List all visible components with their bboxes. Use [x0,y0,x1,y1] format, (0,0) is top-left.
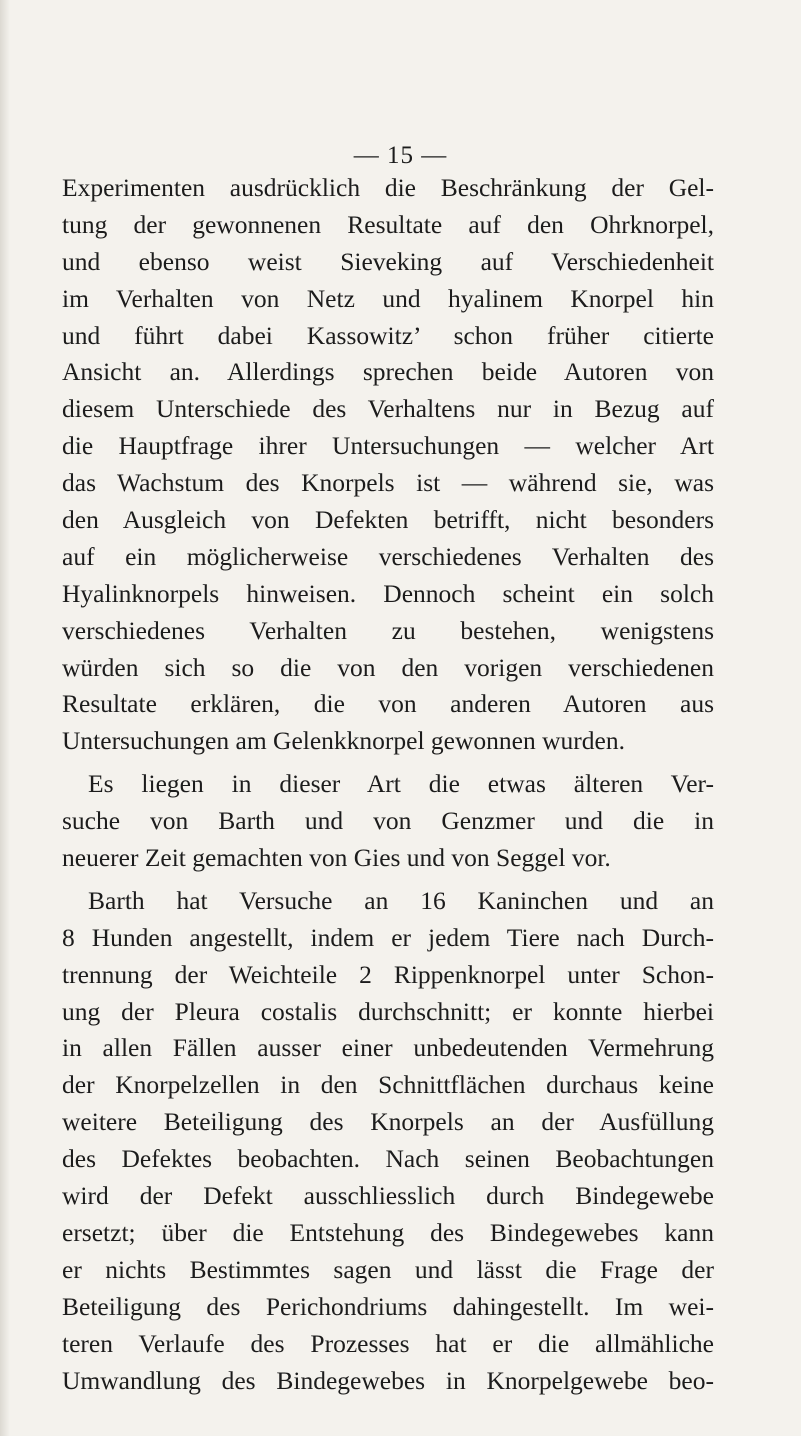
paragraph-3 [62,883,714,1399]
text-line: neuerer Zeit gemachten von Gies und von Seggel vor. [62,843,611,873]
page-edge-shadow [0,0,10,1436]
text-line: tung der gewonnenen Resultate auf den Ohrknorpel, [62,209,714,239]
text-line: 8 Hunden angestellt, indem er jedem Tiere nach Durch- [62,922,714,952]
text-line: Barth hat Versuche an 16 Kaninchen und an [88,885,714,915]
body-text [62,170,714,1399]
text-line: die Hauptfrage ihrer Untersuchungen — welcher Art [62,431,714,461]
text-line: Experimenten ausdrücklich die Beschränkung der Gel- [62,173,714,202]
text-line: der Knorpelzellen in den Schnittflächen durchaus keine [62,1070,714,1100]
text-line: des Defektes beobachten. Nach seinen Beobachtungen [62,1144,714,1174]
text-line: das Wachstum des Knorpels ist — während sie, was [62,468,714,498]
text-line: diesem Unterschiede des Verhaltens nur in Bezug auf [62,394,714,424]
text-line: in allen Fällen ausser einer unbedeutenden Vermehrung [62,1033,714,1063]
text-line: Es liegen in dieser Art die etwas älteren Ver- [88,769,714,799]
text-line: würden sich so die von den vorigen verschiedenen [62,652,714,682]
paragraph-2 [62,766,714,877]
text-line: Ansicht an. Allerdings sprechen beide Autoren von [62,357,714,387]
text-line: suche von Barth und von Genzmer und die in [62,806,714,836]
text-line: weitere Beteiligung des Knorpels an der Ausfüllung [62,1107,714,1137]
text-line: ung der Pleura costalis durchschnitt; er konnte hierbei [62,996,714,1026]
text-line: und ebenso weist Sieveking auf Verschiedenheit [62,246,714,276]
text-line: teren Verlaufe des Prozesses hat er die allmähliche [62,1328,714,1358]
text-line: den Ausgleich von Defekten betrifft, nicht besonders [62,505,714,535]
text-line: Umwandlung des Bindegewebes in Knorpelgewebe beo- [62,1365,714,1395]
text-line: Resultate erklären, die von anderen Autoren aus [62,689,714,719]
text-line: er nichts Bestimmtes sagen und lässt die Frage der [62,1254,714,1284]
text-line: verschiedenes Verhalten zu bestehen, wenigstens [62,615,714,645]
text-line: auf ein möglicherweise verschiedenes Verhalten des [62,541,714,571]
text-line: ersetzt; über die Entstehung des Bindegewebes kann [62,1217,714,1247]
text-line: Hyalinknorpels hinweisen. Dennoch scheint ein solch [62,578,714,608]
text-line: und führt dabei Kassowitz’ schon früher citierte [62,320,714,350]
text-line: Beteiligung des Perichondriums dahingestellt. Im wei- [62,1291,714,1321]
paragraph-1 [62,170,714,760]
text-line: Untersuchungen am Gelenkknorpel gewonnen wurden. [62,726,625,756]
page-number: — 15 — [353,142,448,169]
text-line: trennung der Weichteile 2 Rippenknorpel unter Schon- [62,959,714,989]
text-line: im Verhalten von Netz und hyalinem Knorpel hin [62,283,714,313]
text-line: wird der Defekt ausschliesslich durch Bindegewebe [62,1181,714,1211]
